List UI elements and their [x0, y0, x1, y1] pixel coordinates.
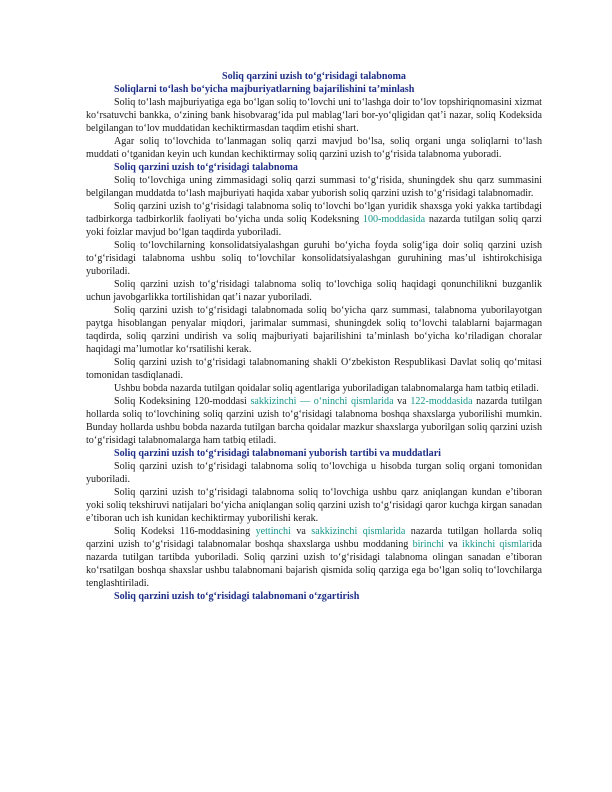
paragraph: [86, 395, 542, 447]
seventh-part-link[interactable]: yettinchi: [255, 526, 291, 537]
paragraph: Ushbu bobda nazarda tutilgan qoidalar soliq agentlariga yuboriladigan talabnomalarga ham tatbiq etiladi.: [114, 383, 539, 394]
section-heading-obligations: Soliqlarni to‘lash bo‘yicha majburiyatlarning bajarilishini ta’minlash: [114, 84, 415, 95]
article-120-parts-link[interactable]: sakkizinchi — o‘ninchi qismlarida: [250, 396, 394, 407]
first-part-link[interactable]: birinchi: [412, 539, 444, 550]
paragraph: Soliq to‘lash majburiyatiga ega bo‘lgan soliq to‘lovchi uni to‘lashga doir to‘lov topshiriqnomasini xizmat ko‘rsatuvchi bankka, o‘zining bank hisobvarag‘ida pul mablag‘lari bor-yo‘qligidan qat’i nazar, soliq Kodeksida belgilangan to‘lov muddatidan kechiktirmasdan taqdim etishi shart.: [86, 97, 542, 134]
paragraph-text: Soliq qarzini uzish to‘g‘risidagi talabnoma soliq to‘lovchi bo‘lgan yuridik shaxsga yoki yakka tartibdagi tadbirkorga tadbirkorlik faoliyati bo‘yicha unda soliq Kodeksning: [86, 201, 542, 225]
paragraph-text: va: [393, 396, 411, 407]
second-parts-link[interactable]: ikkinchi qismlari: [462, 539, 533, 550]
paragraph: Soliq to‘lovchilarning konsolidatsiyalashgan guruhi bo‘yicha foyda solig‘iga doir soliq qarzini uzish to‘g‘risidagi talabnoma ushbu soliq to‘lovchilar konsolidatsiyalashgan guruhining mas’ul ishtirokchisiga yuboriladi.: [86, 240, 542, 277]
section-heading-amendment: Soliq qarzini uzish to‘g‘risidagi talabnomani o‘zgartirish: [114, 591, 360, 602]
paragraph-text: Soliq Kodeksining 120-moddasi: [114, 396, 251, 407]
paragraph-text: da nazarda tutilgan tartibda yuboriladi. Soliq qarzini uzish to‘g‘risidagi talabnoma olingan sanadan e’tiboran ko‘rsatilgan boshqa shaxslar ushbu talabnomani bajarish qismida soliq qarziga ega bo‘lgan soliq to‘lovchilarga tenglashtiriladi.: [86, 539, 543, 589]
paragraph-text: nazarda tutilgan soliq qarzi yoki foizlar mavjud bo‘lgan taqdirda yuboriladi.: [86, 214, 542, 238]
paragraph: Soliq qarzini uzish to‘g‘risidagi talabnomaning shakli O‘zbekiston Respublikasi Davlat soliq qo‘mitasi tomonidan tasdiqlanadi.: [86, 357, 542, 381]
eighth-parts-link[interactable]: sakkizinchi qismlarida: [311, 526, 406, 537]
paragraph: Soliq qarzini uzish to‘g‘risidagi talabnomada soliq bo‘yicha qarz summasi, talabnoma yuborilayotgan paytga hisoblangan penyalar miqdori, jarimalar summasi, shuningdek soliq to‘lovchi talablarni bajarmagan taqdirda, soliq qarzini undirish va soliq majburiyati bajarilishini ta’minlash bo‘yicha ko‘riladigan choralar haqidagi ma’lumotlar ko‘rsatilishi kerak.: [86, 305, 542, 355]
section-heading-procedure: Soliq qarzini uzish to‘g‘risidagi talabnomani yuborish tartibi va muddatlari: [114, 448, 441, 459]
paragraph-text: Soliq Kodeksi 116-moddasining: [114, 526, 256, 537]
document-body: [86, 70, 542, 603]
paragraph: Soliq qarzini uzish to‘g‘risidagi talabnoma soliq to‘lovchiga soliq haqidagi qonunchilikni buzganlik uchun javobgarlikka tortilishidan qat’i nazar yuboriladi.: [86, 279, 542, 303]
section-heading-demand: Soliq qarzini uzish to‘g‘risidagi talabnoma: [114, 162, 298, 173]
document-title: Soliq qarzini uzish to‘g‘risidagi talabnoma: [222, 71, 406, 82]
article-100-link[interactable]: 100-moddasida: [362, 214, 426, 225]
paragraph: [86, 200, 542, 239]
article-122-link[interactable]: 122-moddasida: [410, 396, 473, 407]
paragraph: Soliq qarzini uzish to‘g‘risidagi talabnoma soliq to‘lovchiga ushbu qarz aniqlangan kundan e’tiboran yoki soliq tekshiruvi natijalari bo‘yicha aniqlangan soliq qarzini uzish to‘g‘risidagi qaror kuchga kirgan sanadan e’tiboran uch ish kunidan kechiktirmay yuborilishi kerak.: [86, 487, 542, 524]
paragraph-text: va: [443, 539, 463, 550]
paragraph-text: nazarda tutilgan hollarda soliq qarzini uzish to‘g‘risidagi talabnomalar boshqa shaxslarga ushbu moddaning: [86, 526, 542, 550]
paragraph: Soliq qarzini uzish to‘g‘risidagi talabnoma soliq to‘lovchiga u hisobda turgan soliq organi tomonidan yuboriladi.: [86, 461, 542, 485]
paragraph: Soliq to‘lovchiga uning zimmasidagi soliq qarzi summasi to‘g‘risida, shuningdek shu qarz summasini belgilangan muddatda to‘lash majburiyati haqida xabar yuborish soliq qarzini uzish to‘g‘risidagi talabnomadir.: [86, 175, 542, 199]
paragraph: [86, 525, 542, 590]
paragraph-text: nazarda tutilgan hollarda soliq to‘lovchining soliq qarzini uzish to‘g‘risidagi talabnoma boshqa shaxslarga yuborilishi mumkin. Bunday hollarda ushbu bobda nazarda tutilgan barcha qoidalar mazkur shaxslarga yuborilgan soliq qarzini uzish to‘g‘risidagi talabnomalarga ham tatbiq etiladi.: [86, 396, 542, 446]
paragraph: Agar soliq to‘lovchida to‘lanmagan soliq qarzi mavjud bo‘lsa, soliq organi unga soliqlarni to‘lash muddati o‘tganidan keyin uch kundan kechiktirmay soliq qarzini uzish to‘g‘risida talabnoma yuboradi.: [86, 136, 542, 160]
paragraph-text: va: [290, 526, 312, 537]
